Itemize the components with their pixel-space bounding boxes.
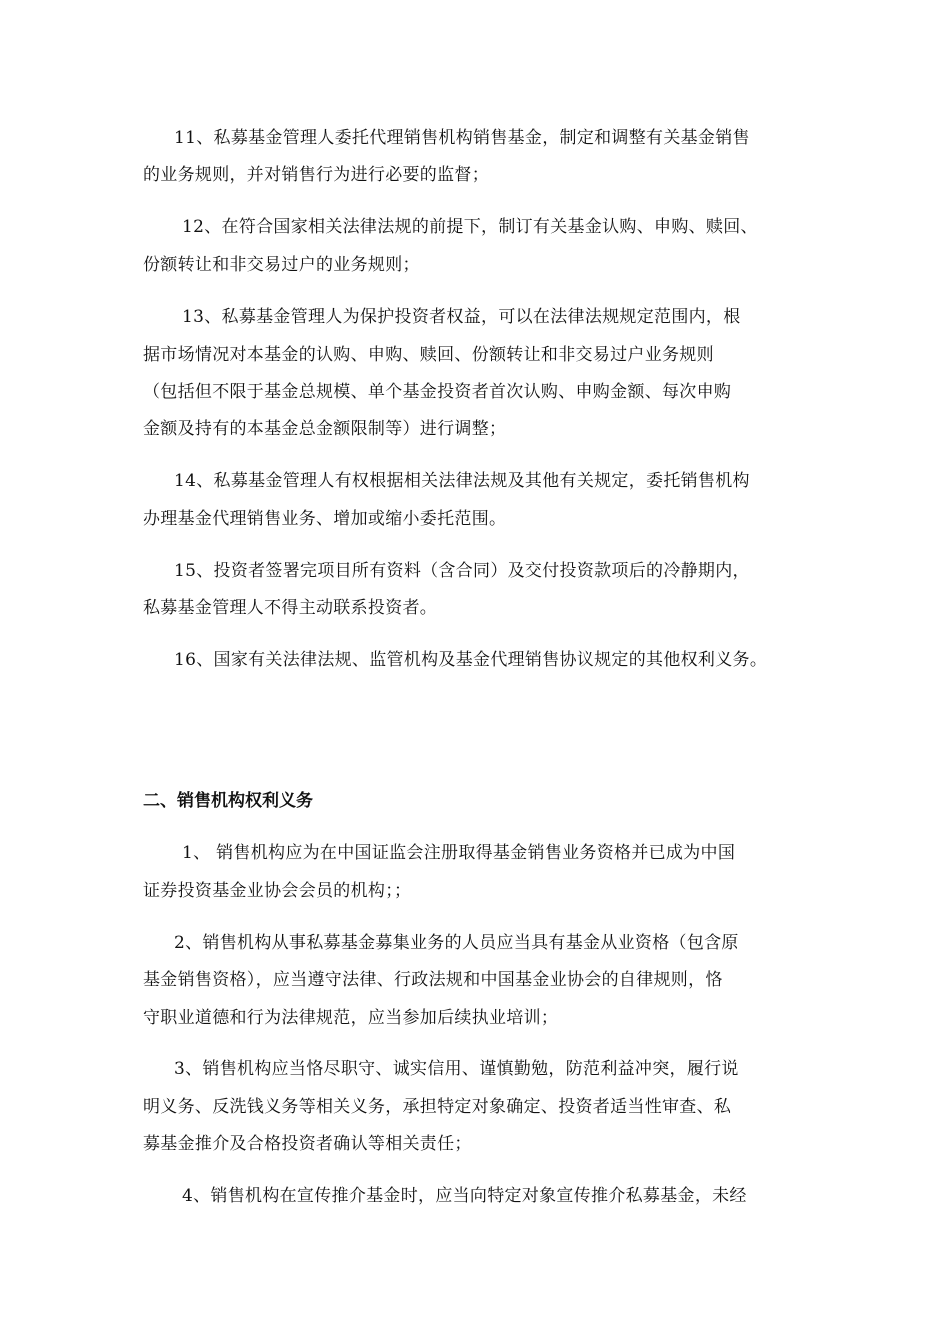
item-line: 12、在符合国家相关法律法规的前提下，制订有关基金认购、申购、赎回、 [182,217,758,237]
item-line: 守职业道德和行为法律规范，应当参加后续执业培训； [143,1008,559,1028]
item-line: 份额转让和非交易过户的业务规则； [143,255,420,275]
item-line: （包括但不限于基金总规模、单个基金投资者首次认购、申购金额、每次申购 [143,382,732,402]
item-line: 金额及持有的本基金总金额限制等）进行调整； [143,419,507,439]
item-line: 14、私募基金管理人有权根据相关法律法规及其他有关规定，委托销售机构 [174,471,750,491]
item-line: 基金销售资格），应当遵守法律、行政法规和中国基金业协会的自律规则，恪 [143,970,723,990]
item-line: 1、 销售机构应为在中国证监会注册取得基金销售业务资格并已成为中国 [182,843,736,863]
item-line: 办理基金代理销售业务、增加或缩小委托范围。 [143,509,507,529]
item-line: 据市场情况对本基金的认购、申购、赎回、份额转让和非交易过户业务规则 [143,345,714,365]
item-line: 3、销售机构应当恪尽职守、诚实信用、谨慎勤勉，防范利益冲突，履行说 [174,1059,739,1079]
item-line: 募基金推介及合格投资者确认等相关责任； [143,1134,472,1154]
item-line: 15、投资者签署完项目所有资料（含合同）及交付投资款项后的冷静期内， [174,561,750,581]
item-line: 的业务规则，并对销售行为进行必要的监督； [143,165,489,185]
item-line: 13、私募基金管理人为保护投资者权益，可以在法律法规规定范围内，根 [182,307,741,327]
item-line: 11、私募基金管理人委托代理销售机构销售基金，制定和调整有关基金销售 [174,128,750,148]
item-line: 4、销售机构在宣传推介基金时，应当向特定对象宣传推介私募基金，未经 [182,1186,747,1206]
section2-heading: 二、销售机构权利义务 [143,791,313,811]
item-line: 证券投资基金业协会会员的机构；； [143,881,412,901]
item-line: 明义务、反洗钱义务等相关义务，承担特定对象确定、投资者适当性审查、私 [143,1097,732,1117]
item-line: 私募基金管理人不得主动联系投资者。 [143,598,438,618]
item-line: 2、销售机构从事私募基金募集业务的人员应当具有基金从业资格（包含原 [174,933,739,953]
item-line: 16、国家有关法律法规、监管机构及基金代理销售协议规定的其他权利义务。 [174,650,768,670]
